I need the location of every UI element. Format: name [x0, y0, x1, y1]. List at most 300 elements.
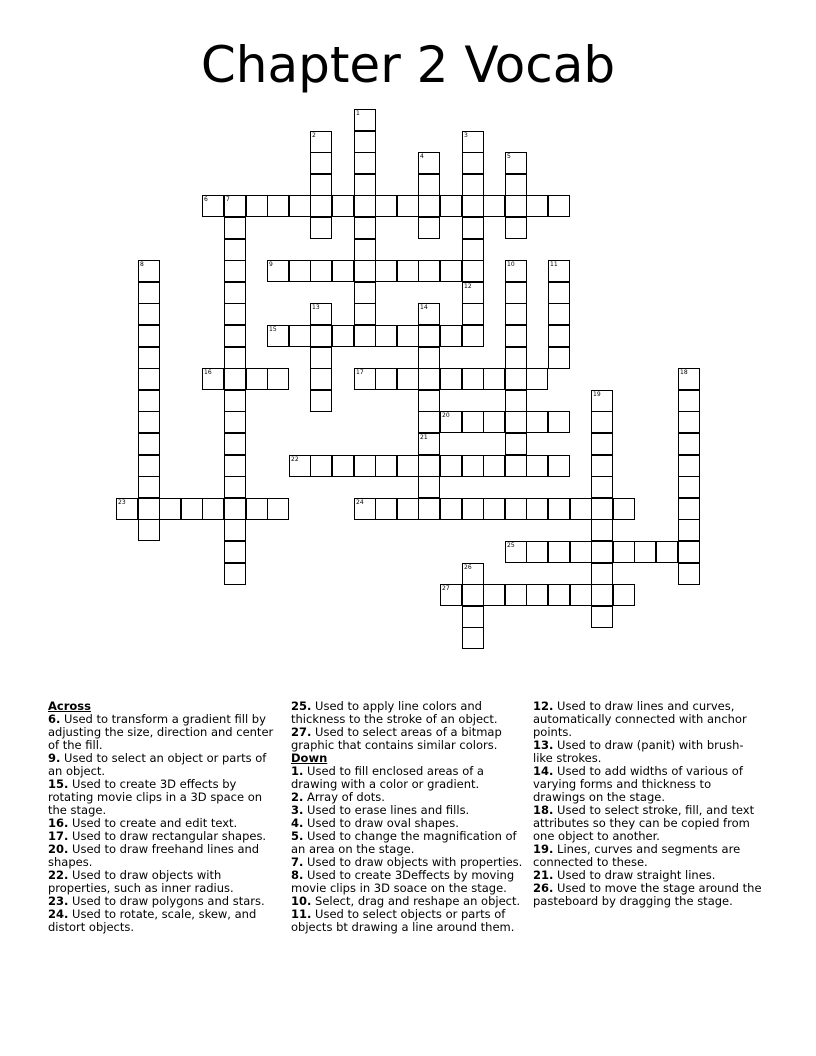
clue-item-text: Used to change the magnification of an area on the stage.: [291, 829, 517, 856]
crossword-cell[interactable]: [591, 455, 613, 477]
clue-item-number: 8.: [291, 868, 304, 882]
crossword-cell[interactable]: [634, 541, 656, 563]
crossword-cell[interactable]: [462, 606, 484, 628]
crossword-cell[interactable]: [678, 541, 700, 563]
crossword-cell[interactable]: [375, 195, 397, 217]
crossword-cell[interactable]: [354, 152, 376, 174]
crossword-cell[interactable]: [310, 152, 332, 174]
crossword-cell[interactable]: [418, 174, 440, 196]
crossword-cell[interactable]: [310, 455, 332, 477]
clues-section: [48, 700, 788, 1020]
crossword-cell[interactable]: [505, 541, 527, 563]
crossword-cell[interactable]: [462, 455, 484, 477]
crossword-cell[interactable]: [462, 260, 484, 282]
crossword-cell[interactable]: [246, 368, 268, 390]
crossword-cell[interactable]: [462, 627, 484, 649]
crossword-cell[interactable]: [462, 239, 484, 261]
crossword-cell[interactable]: [548, 282, 570, 304]
clue-item-number: 11.: [291, 907, 312, 921]
crossword-cell[interactable]: [505, 584, 527, 606]
crossword-cell[interactable]: [440, 411, 462, 433]
clue-item-number: 19.: [533, 842, 554, 856]
crossword-cell[interactable]: [548, 455, 570, 477]
crossword-cell[interactable]: [678, 455, 700, 477]
crossword-cell[interactable]: [418, 411, 440, 433]
crossword-cell[interactable]: [483, 195, 505, 217]
crossword-cell[interactable]: [310, 303, 332, 325]
clue-item-text: Used to draw oval shapes.: [303, 816, 459, 830]
crossword-cell[interactable]: [332, 260, 354, 282]
crossword-cell[interactable]: [483, 368, 505, 390]
clue-number: 27: [442, 585, 450, 592]
clue-item-text: Used to select objects or parts of objects bt drawing a line around them.: [291, 907, 515, 934]
crossword-cell[interactable]: [462, 152, 484, 174]
crossword-cell[interactable]: [224, 563, 246, 585]
crossword-cell[interactable]: [138, 476, 160, 498]
crossword-cell[interactable]: [505, 260, 527, 282]
crossword-cell[interactable]: [267, 498, 289, 520]
crossword-cell[interactable]: [678, 368, 700, 390]
crossword-cell[interactable]: [397, 195, 419, 217]
clue-number: 19: [593, 391, 601, 398]
crossword-cell[interactable]: [483, 411, 505, 433]
clue-item: [48, 752, 284, 778]
crossword-cell[interactable]: [591, 563, 613, 585]
crossword-cell[interactable]: [418, 152, 440, 174]
crossword-cell[interactable]: [591, 411, 613, 433]
clue-item: [533, 804, 763, 843]
clue-item-text: Used to draw straight lines.: [553, 868, 716, 882]
crossword-cell[interactable]: [418, 368, 440, 390]
crossword-cell[interactable]: [591, 476, 613, 498]
crossword-cell[interactable]: [548, 303, 570, 325]
crossword-cell[interactable]: [548, 195, 570, 217]
crossword-cell[interactable]: [418, 498, 440, 520]
clue-item: [48, 908, 284, 934]
crossword-cell[interactable]: [678, 519, 700, 541]
clue-item-number: 21.: [533, 868, 554, 882]
crossword-cell[interactable]: [548, 498, 570, 520]
crossword-cell[interactable]: [526, 455, 548, 477]
crossword-cell[interactable]: [526, 584, 548, 606]
crossword-cell[interactable]: [526, 541, 548, 563]
clue-item-number: 24.: [48, 907, 69, 921]
clue-item-number: 3.: [291, 803, 304, 817]
crossword-cell[interactable]: [332, 455, 354, 477]
crossword-cell[interactable]: [224, 390, 246, 412]
clue-item-text: Used to erase lines and fills.: [303, 803, 470, 817]
crossword-cell[interactable]: [505, 368, 527, 390]
crossword-cell[interactable]: [224, 217, 246, 239]
clue-number: 22: [291, 456, 299, 463]
crossword-cell[interactable]: [159, 498, 181, 520]
crossword-cell[interactable]: [332, 325, 354, 347]
crossword-cell[interactable]: [138, 498, 160, 520]
clue-item-text: Used to draw freehand lines and shapes.: [48, 842, 260, 869]
crossword-cell[interactable]: [310, 390, 332, 412]
crossword-cell[interactable]: [440, 498, 462, 520]
crossword-cell[interactable]: [138, 303, 160, 325]
crossword-cell[interactable]: [354, 455, 376, 477]
clue-number: 5: [507, 153, 511, 160]
clue-item: [48, 869, 284, 895]
clue-item-number: 22.: [48, 868, 69, 882]
crossword-cell[interactable]: [678, 563, 700, 585]
crossword-cell[interactable]: [462, 195, 484, 217]
crossword-cell[interactable]: [462, 131, 484, 153]
crossword-cell[interactable]: [591, 519, 613, 541]
crossword-cell[interactable]: [462, 217, 484, 239]
clue-number: 16: [204, 369, 212, 376]
clue-item: [291, 869, 526, 895]
clue-item-text: Select, drag and reshape an object.: [311, 894, 521, 908]
clue-number: 10: [507, 261, 515, 268]
crossword-cell[interactable]: [224, 282, 246, 304]
crossword-cell[interactable]: [505, 455, 527, 477]
clue-heading: Across: [48, 699, 91, 713]
crossword-cell[interactable]: [224, 476, 246, 498]
clue-item-number: 13.: [533, 738, 554, 752]
crossword-cell[interactable]: [138, 260, 160, 282]
crossword-cell[interactable]: [505, 282, 527, 304]
clue-number: 9: [269, 261, 273, 268]
crossword-cell[interactable]: [310, 174, 332, 196]
crossword-cell[interactable]: [289, 325, 311, 347]
crossword-cell[interactable]: [548, 411, 570, 433]
crossword-cell[interactable]: [505, 217, 527, 239]
crossword-cell[interactable]: [462, 303, 484, 325]
clue-item-text: Array of dots.: [303, 790, 385, 804]
crossword-cell[interactable]: [483, 584, 505, 606]
crossword-cell[interactable]: [310, 368, 332, 390]
clue-item-text: Used to rotate, scale, skew, and distort objects.: [48, 907, 257, 934]
clue-item-text: Used to create and edit text.: [68, 816, 238, 830]
crossword-cell[interactable]: [181, 498, 203, 520]
crossword-cell[interactable]: [483, 455, 505, 477]
crossword-cell[interactable]: [397, 498, 419, 520]
crossword-cell[interactable]: [354, 282, 376, 304]
crossword-cell[interactable]: [375, 368, 397, 390]
crossword-cell[interactable]: [310, 217, 332, 239]
clue-item: [291, 726, 526, 752]
crossword-cell[interactable]: [138, 282, 160, 304]
crossword-cell[interactable]: [224, 455, 246, 477]
crossword-cell[interactable]: [224, 519, 246, 541]
clue-item: [533, 765, 763, 804]
crossword-cell[interactable]: [224, 195, 246, 217]
crossword-cell[interactable]: [354, 174, 376, 196]
crossword-cell[interactable]: [418, 303, 440, 325]
crossword-cell[interactable]: [397, 368, 419, 390]
crossword-cell[interactable]: [224, 260, 246, 282]
crossword-cell[interactable]: [224, 433, 246, 455]
crossword-cell[interactable]: [678, 476, 700, 498]
clue-item-text: Used to select an object or parts of an object.: [48, 751, 267, 778]
clue-item: [291, 908, 526, 934]
clue-item-number: 18.: [533, 803, 554, 817]
clue-item-text: Used to move the stage around the pasteboard by dragging the stage.: [533, 881, 762, 908]
clue-item-text: Used to create 3D effects by rotating movie clips in a 3D space on the stage.: [48, 777, 263, 817]
clue-item-number: 9.: [48, 751, 61, 765]
crossword-cell[interactable]: [354, 303, 376, 325]
crossword-cell[interactable]: [332, 195, 354, 217]
clue-item-number: 16.: [48, 816, 69, 830]
crossword-cell[interactable]: [224, 303, 246, 325]
clue-number: 2: [312, 132, 316, 139]
crossword-cell[interactable]: [505, 433, 527, 455]
crossword-cell[interactable]: [591, 606, 613, 628]
clue-number: 14: [420, 304, 428, 311]
clue-item-text: Used to fill enclosed areas of a drawing with a color or gradient.: [291, 764, 484, 791]
clue-item-text: Used to draw (panit) with brush-like strokes.: [533, 738, 744, 765]
crossword-cell[interactable]: [462, 563, 484, 585]
crossword-cell[interactable]: [138, 368, 160, 390]
crossword-cell[interactable]: [440, 195, 462, 217]
clue-item-number: 2.: [291, 790, 304, 804]
clue-number: 13: [312, 304, 320, 311]
crossword-cell[interactable]: [354, 498, 376, 520]
crossword-cell[interactable]: [418, 455, 440, 477]
crossword-cell[interactable]: [656, 541, 678, 563]
crossword-cell[interactable]: [267, 368, 289, 390]
crossword-cell[interactable]: [462, 368, 484, 390]
clue-item: [48, 778, 284, 817]
crossword-cell[interactable]: [224, 498, 246, 520]
crossword-cell[interactable]: [138, 390, 160, 412]
crossword-cell[interactable]: [570, 498, 592, 520]
clues-column-1: [48, 700, 284, 934]
crossword-cell[interactable]: [138, 411, 160, 433]
crossword-cell[interactable]: [202, 195, 224, 217]
clue-item-number: 23.: [48, 894, 69, 908]
clue-item-text: Used to create 3Deffects by moving movie clips in 3D soace on the stage.: [291, 868, 515, 895]
crossword-cell[interactable]: [224, 347, 246, 369]
clue-number: 7: [226, 196, 230, 203]
crossword-cell[interactable]: [548, 325, 570, 347]
crossword-cell[interactable]: [505, 325, 527, 347]
crossword-cell[interactable]: [505, 195, 527, 217]
crossword-cell[interactable]: [267, 325, 289, 347]
crossword-cell[interactable]: [462, 411, 484, 433]
crossword-cell[interactable]: [462, 282, 484, 304]
clue-number: 1: [356, 110, 360, 117]
crossword-cell[interactable]: [570, 584, 592, 606]
crossword-cell[interactable]: [418, 325, 440, 347]
crossword-cell[interactable]: [548, 584, 570, 606]
clue-item-number: 10.: [291, 894, 312, 908]
crossword-cell[interactable]: [483, 498, 505, 520]
clue-number: 12: [464, 283, 472, 290]
crossword-cell[interactable]: [310, 260, 332, 282]
clue-number: 11: [550, 261, 558, 268]
clue-item: [533, 882, 763, 908]
crossword-cell[interactable]: [375, 260, 397, 282]
clue-number: 17: [356, 369, 364, 376]
crossword-cell[interactable]: [418, 347, 440, 369]
clue-item-text: Used to select areas of a bitmap graphic that contains similar colors.: [291, 725, 502, 752]
clue-item-text: Used to draw lines and curves, automatically connected with anchor points.: [533, 699, 747, 739]
crossword-cell[interactable]: [505, 152, 527, 174]
crossword-cell[interactable]: [440, 368, 462, 390]
clue-number: 25: [507, 542, 515, 549]
crossword-cell[interactable]: [678, 498, 700, 520]
crossword-cell[interactable]: [526, 195, 548, 217]
clues-column-2: [291, 700, 526, 934]
crossword-cell[interactable]: [354, 260, 376, 282]
crossword-cell[interactable]: [224, 368, 246, 390]
clue-item-text: Used to draw objects with properties.: [303, 855, 523, 869]
crossword-cell[interactable]: [138, 325, 160, 347]
clue-item-text: Lines, curves and segments are connected to these.: [533, 842, 741, 869]
crossword-cell[interactable]: [591, 433, 613, 455]
clue-item-number: 27.: [291, 725, 312, 739]
crossword-cell[interactable]: [138, 433, 160, 455]
crossword-cell[interactable]: [678, 390, 700, 412]
clue-item: [291, 765, 526, 791]
clue-item-number: 5.: [291, 829, 304, 843]
crossword-cell[interactable]: [505, 347, 527, 369]
crossword-cell[interactable]: [591, 498, 613, 520]
crossword-cell[interactable]: [354, 195, 376, 217]
crossword-cell[interactable]: [462, 174, 484, 196]
crossword-cell[interactable]: [310, 131, 332, 153]
crossword-cell[interactable]: [354, 239, 376, 261]
crossword-cell[interactable]: [418, 390, 440, 412]
crossword-cell[interactable]: [202, 368, 224, 390]
crossword-cell[interactable]: [289, 195, 311, 217]
crossword-cell[interactable]: [138, 519, 160, 541]
crossword-cell[interactable]: [354, 217, 376, 239]
clue-item-number: 6.: [48, 712, 61, 726]
crossword-cell[interactable]: [462, 325, 484, 347]
crossword-cell[interactable]: [526, 411, 548, 433]
crossword-cell[interactable]: [375, 455, 397, 477]
crossword-cell[interactable]: [397, 325, 419, 347]
crossword-cell[interactable]: [418, 195, 440, 217]
clue-item-text: Used to transform a gradient fill by adjusting the size, direction and center of the fill.: [48, 712, 274, 752]
clue-item: [48, 713, 284, 752]
crossword-cell[interactable]: [354, 368, 376, 390]
crossword-cell[interactable]: [613, 541, 635, 563]
clue-item-number: 12.: [533, 699, 554, 713]
crossword-cell[interactable]: [591, 541, 613, 563]
clue-number: 20: [442, 412, 450, 419]
clue-item: [533, 843, 763, 869]
clue-item-text: Used to apply line colors and thickness to the stroke of an object.: [291, 699, 498, 726]
clue-item-number: 1.: [291, 764, 304, 778]
crossword-cell[interactable]: [246, 498, 268, 520]
crossword-cell[interactable]: [397, 260, 419, 282]
crossword-cell[interactable]: [505, 174, 527, 196]
crossword-cell[interactable]: [462, 584, 484, 606]
crossword-cell[interactable]: [202, 498, 224, 520]
clue-item-number: 20.: [48, 842, 69, 856]
clue-heading: Down: [291, 751, 328, 765]
crossword-cell[interactable]: [397, 455, 419, 477]
crossword-cell[interactable]: [505, 411, 527, 433]
crossword-cell[interactable]: [505, 498, 527, 520]
crossword-cell[interactable]: [354, 325, 376, 347]
crossword-cell[interactable]: [440, 584, 462, 606]
crossword-cell[interactable]: [548, 541, 570, 563]
crossword-cell[interactable]: [591, 390, 613, 412]
crossword-cell[interactable]: [267, 195, 289, 217]
clue-item: [533, 739, 763, 765]
crossword-cell[interactable]: [418, 260, 440, 282]
clue-number: 4: [420, 153, 424, 160]
crossword-cell[interactable]: [570, 541, 592, 563]
crossword-cell[interactable]: [310, 325, 332, 347]
clue-item: [48, 843, 284, 869]
crossword-cell[interactable]: [613, 584, 635, 606]
crossword-cell[interactable]: [613, 498, 635, 520]
clue-item-number: 15.: [48, 777, 69, 791]
crossword-cell[interactable]: [310, 195, 332, 217]
clue-item-number: 4.: [291, 816, 304, 830]
crossword-cell[interactable]: [678, 411, 700, 433]
crossword-cell[interactable]: [591, 584, 613, 606]
crossword-cell[interactable]: [418, 217, 440, 239]
clue-number: 15: [269, 326, 277, 333]
clue-item: [291, 830, 526, 856]
clue-number: 24: [356, 499, 364, 506]
clue-item-text: Used to draw polygons and stars.: [68, 894, 265, 908]
crossword-cell[interactable]: [116, 498, 138, 520]
crossword-cell[interactable]: [138, 347, 160, 369]
clue-item: [291, 700, 526, 726]
crossword-cell[interactable]: [375, 325, 397, 347]
crossword-cell[interactable]: [224, 541, 246, 563]
crossword-cell[interactable]: [548, 260, 570, 282]
crossword-cell[interactable]: [289, 455, 311, 477]
crossword-cell[interactable]: [440, 325, 462, 347]
crossword-cell[interactable]: [224, 239, 246, 261]
crossword-cell[interactable]: [505, 390, 527, 412]
crossword-cell[interactable]: [354, 109, 376, 131]
crossword-cell[interactable]: [462, 498, 484, 520]
crossword-cell[interactable]: [440, 455, 462, 477]
crossword-cell[interactable]: [267, 260, 289, 282]
crossword-cell[interactable]: [354, 131, 376, 153]
crossword-cell[interactable]: [224, 325, 246, 347]
clue-item-number: 7.: [291, 855, 304, 869]
crossword-cell[interactable]: [246, 195, 268, 217]
crossword-cell[interactable]: [224, 411, 246, 433]
crossword-cell[interactable]: [289, 260, 311, 282]
crossword-cell[interactable]: [526, 368, 548, 390]
crossword-cell[interactable]: [505, 303, 527, 325]
crossword-cell[interactable]: [548, 347, 570, 369]
clue-number: 6: [204, 196, 208, 203]
crossword-cell[interactable]: [418, 476, 440, 498]
crossword-cell[interactable]: [138, 455, 160, 477]
crossword-cell[interactable]: [418, 433, 440, 455]
clue-item-number: 14.: [533, 764, 554, 778]
crossword-cell[interactable]: [310, 347, 332, 369]
clue-number: 8: [140, 261, 144, 268]
crossword-cell[interactable]: [375, 498, 397, 520]
clue-number: 21: [420, 434, 428, 441]
crossword-cell[interactable]: [440, 260, 462, 282]
clue-item: [533, 700, 763, 739]
crossword-cell[interactable]: [526, 498, 548, 520]
clue-item-text: Used to add widths of various of varying forms and thickness to drawings on the stage.: [533, 764, 743, 804]
clue-item-text: Used to draw objects with properties, such as inner radius.: [48, 868, 234, 895]
clue-item-text: Used to draw rectangular shapes.: [68, 829, 267, 843]
clue-item-text: Used to select stroke, fill, and text attributes so they can be copied from one object to another.: [533, 803, 755, 843]
crossword-cell[interactable]: [678, 433, 700, 455]
clue-item-number: 26.: [533, 881, 554, 895]
